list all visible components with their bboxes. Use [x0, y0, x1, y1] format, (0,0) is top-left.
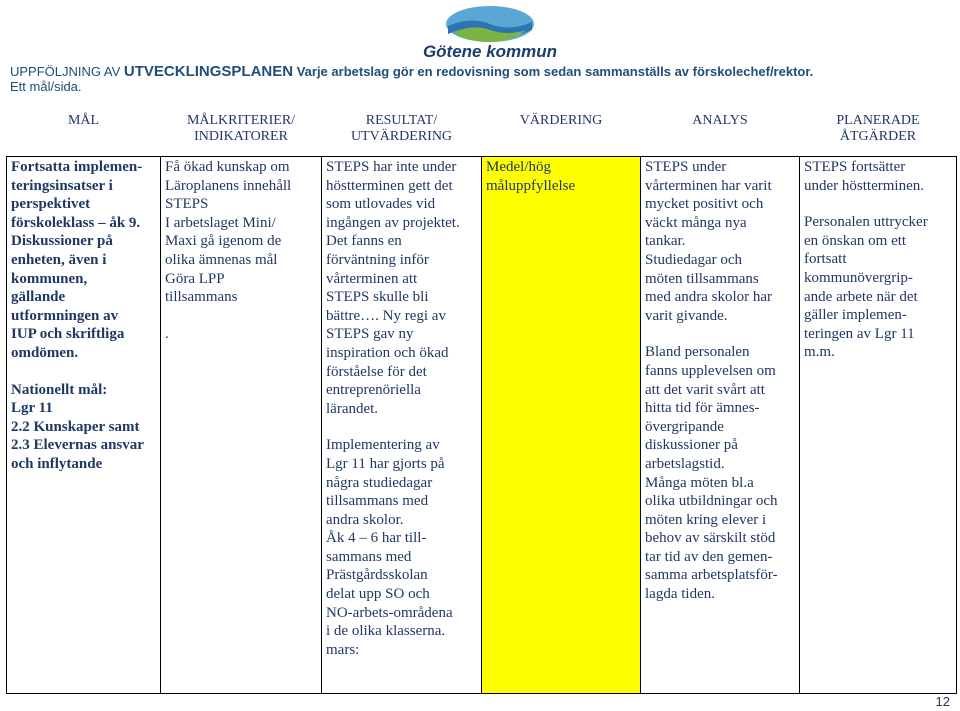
gotene-logo [420, 2, 560, 64]
cell-actions [800, 157, 957, 694]
goal-text: Fortsatta implemen- teringsinsatser i perspektivet förskoleklass – åk 9. Diskussioner på enheten, även i kommunen, gällande utformningen av IUP och skriftliga omdömen. [11, 159, 143, 361]
actions-text-2: Personalen uttrycker en önskan om ett fortsatt kommunövergrip- ande arbete när det gäller implemen- teringen av Lgr 11 m.m. [804, 214, 928, 361]
result-text-1: STEPS har inte under höstterminen gett det som utlovades vid ingången av projektet. Det fanns en förväntning inför vårterminen att STEPS skulle bli bättre…. Ny regi av STEPS gav ny inspiration och ökad förståelse för det entreprenöriella lärandet. [326, 159, 460, 417]
cell-goal [7, 157, 161, 694]
actions-text-1: STEPS fortsätter under höstterminen. [804, 159, 924, 194]
analysis-text-1: STEPS under vårterminen har varit mycket positivt och väckt många nya tankar. Studiedagar och möten tillsammans med andra skolor har varit givande. [645, 159, 773, 324]
cell-result [322, 157, 482, 694]
criteria-text: Få ökad kunskap om Läroplanens innehåll STEPS I arbetslaget Mini/ Maxi gå igenom de olika ämnenas mål Göra LPP tillsammans [165, 159, 292, 306]
logo-text: Götene kommun [422, 42, 558, 61]
page-heading [10, 64, 950, 94]
heading-prefix: UPPFÖLJNING AV [10, 64, 124, 79]
header-valuation: VÄRDERING [519, 113, 603, 128]
followup-table [6, 107, 957, 694]
heading-title: UTVECKLINGSPLANEN [123, 63, 294, 80]
header-actions: PLANERADE ÅTGÄRDER [836, 113, 920, 144]
goal-national: Nationellt mål: Lgr 11 2.2 Kunskaper samt 2.3 Elevernas ansvar och inflytande [11, 381, 144, 472]
table-row [7, 157, 957, 694]
page-number: 12 [935, 694, 950, 709]
header-analysis: ANALYS [692, 113, 748, 128]
cell-criteria [161, 157, 322, 694]
header-criteria: MÅLKRITERIER/ INDIKATORER [186, 113, 296, 144]
header-result: RESULTAT/ UTVÄRDERING [350, 113, 453, 144]
cell-valuation [482, 157, 641, 694]
table-header-row [7, 107, 957, 157]
cell-analysis [641, 157, 800, 694]
criteria-dot: . [165, 325, 169, 342]
analysis-text-2: Bland personalen fanns upplevelsen om att det varit svårt att hitta tid för ämnes- övergripande diskussioner på arbetslagstid. Många möten bl.a olika utbildningar och möten kring elever i behov av särskilt stöd tar tid av den gemen- samma arbetsplatsför- lagda tiden. [645, 344, 778, 603]
result-text-2: Implementering av Lgr 11 har gjorts på några studiedagar tillsammans med andra skolor. Åk 4 – 6 har till- sammans med Prästgårdsskolan delat upp SO och NO-arbets-områdena i de olika klasserna. mars: [326, 437, 453, 658]
heading-note: Ett mål/sida. [10, 79, 82, 94]
logo-emblem-icon [420, 2, 560, 46]
header-goal: MÅL [67, 113, 100, 128]
heading-instruction: Varje arbetslag gör en redovisning som sedan sammanställs av förskolechef/rektor. [293, 64, 814, 79]
valuation-text: Medel/hög måluppfyllelse [486, 159, 576, 194]
